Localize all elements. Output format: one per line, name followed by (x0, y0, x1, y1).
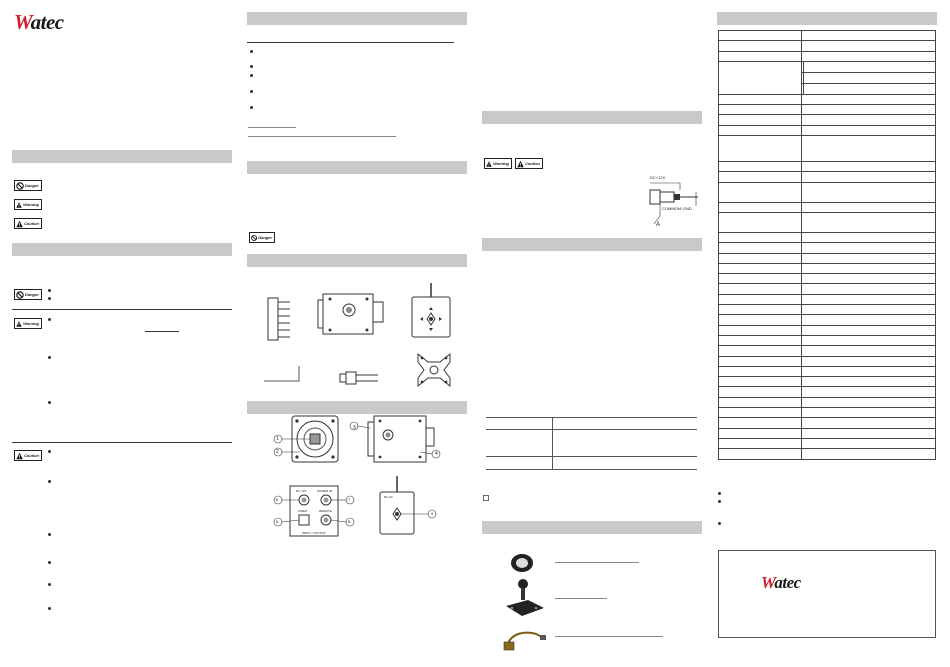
table-row (719, 284, 936, 294)
caution-badge-label: Caution (24, 453, 39, 458)
bullet (250, 90, 253, 93)
divider (12, 309, 232, 310)
camera-with-heatsink-drawing (317, 290, 389, 338)
tripod-head-drawing (502, 578, 548, 622)
table-row (719, 438, 936, 448)
callout-6: 6 (276, 519, 279, 524)
bullet (48, 401, 51, 404)
underline (555, 562, 639, 563)
table-row (719, 449, 936, 459)
camera-front-drawing (270, 414, 340, 466)
section-header-bar (482, 238, 702, 251)
bullet (48, 318, 51, 321)
prohibited-icon (16, 291, 24, 299)
remote-model-label: RC-02 (384, 495, 393, 499)
table-row (719, 41, 936, 51)
bullet (250, 106, 253, 109)
underline (248, 127, 296, 128)
lens-adapter-ring-drawing (509, 552, 535, 574)
table-row (719, 51, 936, 61)
table-row (719, 243, 936, 253)
table-row (719, 232, 936, 242)
table-row (719, 162, 936, 172)
warning-triangle-icon (16, 201, 22, 209)
pointer-label: A (656, 222, 661, 228)
section-header-bar (247, 12, 467, 25)
danger-badge-label: Danger (258, 235, 272, 240)
ground-label: COMMON/ GND (662, 206, 692, 211)
table-row (719, 418, 936, 428)
mounting-bracket-drawing (414, 352, 454, 388)
caution-badge (515, 158, 543, 169)
table-row (719, 253, 936, 263)
bullet (48, 450, 51, 453)
table-row (719, 397, 936, 407)
warning-badge (14, 318, 42, 329)
underline (555, 598, 607, 599)
prohibited-icon (251, 234, 257, 242)
table-row (719, 202, 936, 212)
rear-label-io: INPUT / OUTPUT (302, 531, 326, 535)
bullet (48, 289, 51, 292)
rear-label-power-in: POWER IN (317, 489, 333, 493)
table-row (486, 457, 697, 470)
rear-label-dc12v: DC 12V (296, 489, 307, 493)
divider (12, 442, 232, 443)
danger-badge (14, 180, 42, 191)
table-row (719, 294, 936, 304)
warning-triangle-icon (16, 220, 23, 228)
warning-triangle-icon (16, 452, 23, 460)
footer-logo: Watec (761, 573, 801, 592)
bullet (718, 500, 721, 503)
heatsink-drawing (266, 296, 292, 342)
power-plug-drawing (338, 370, 380, 386)
table-row (719, 182, 936, 202)
table-row (486, 418, 697, 430)
underline (555, 636, 663, 637)
underline (248, 136, 396, 137)
table-row (719, 366, 936, 376)
divider (247, 42, 454, 43)
bullet (718, 522, 721, 525)
danger-badge-label: Danger (25, 183, 39, 188)
camera-rear-panel-drawing (270, 484, 356, 538)
table-row (719, 325, 936, 335)
warning-badge (484, 158, 512, 169)
warning-badge-label: Warning (23, 202, 39, 207)
bullet (250, 50, 253, 53)
section-header-bar (12, 243, 232, 256)
rear-label-video: VIDEO (298, 509, 308, 513)
section-header-bar (12, 150, 232, 163)
warning-triangle-icon (16, 320, 22, 328)
bullet (250, 65, 253, 68)
bullet (48, 356, 51, 359)
callout-5: 5 (276, 497, 279, 502)
voltage-label: DC+12V (650, 175, 666, 180)
table-row (719, 94, 936, 104)
note-checkbox-icon (483, 495, 489, 501)
table-row (719, 31, 936, 41)
allen-key-drawing (262, 364, 302, 384)
table-row (486, 430, 697, 457)
bullet (48, 480, 51, 483)
bullet (48, 533, 51, 536)
danger-badge (249, 232, 275, 243)
section-header-bar (247, 254, 467, 267)
table-row (719, 335, 936, 345)
table-row (719, 315, 936, 325)
table-row (719, 263, 936, 273)
table-row (719, 115, 936, 125)
table-row (719, 274, 936, 284)
warning-badge-label: Warning (23, 321, 39, 326)
table-row (719, 305, 936, 315)
bullet (48, 297, 51, 300)
brand-logo: Watec (14, 10, 64, 34)
bullet (48, 607, 51, 610)
table-row (719, 172, 936, 182)
section-header-bar (717, 12, 937, 25)
callout-1: 1 (276, 436, 279, 442)
table-row (719, 428, 936, 438)
caution-badge (14, 218, 42, 229)
callout-7: 7 (348, 497, 351, 502)
caution-badge (14, 450, 42, 461)
warning-triangle-icon (517, 160, 524, 168)
camera-side-drawing (346, 414, 444, 466)
callout-3: 3 (353, 425, 356, 431)
table-row (719, 377, 936, 387)
callout-4: 4 (435, 451, 438, 457)
danger-badge-label: Danger (25, 292, 39, 297)
section-header-bar (247, 401, 467, 414)
cable-drawing (502, 626, 548, 652)
warning-badge (14, 199, 42, 210)
bullet (48, 583, 51, 586)
table-row (719, 408, 936, 418)
section-header-bar (482, 521, 702, 534)
table-row (719, 125, 936, 135)
table-row (719, 136, 936, 162)
bullet (718, 492, 721, 495)
table-row (719, 356, 936, 366)
caution-badge-label: Caution (24, 221, 39, 226)
remote-controller-drawing (378, 476, 440, 538)
table-row (719, 105, 936, 115)
specification-table (718, 30, 936, 460)
table-row (719, 346, 936, 356)
contact-info-box (718, 550, 936, 638)
bullet (250, 74, 253, 77)
callout-2: 2 (276, 449, 279, 455)
callout-9: 9 (431, 511, 434, 516)
rear-label-remote: REMOTE (319, 509, 332, 513)
section-header-bar (482, 111, 702, 124)
section-header-bar (247, 161, 467, 174)
danger-badge (14, 289, 42, 300)
underline (145, 331, 179, 332)
warning-triangle-icon (486, 160, 492, 168)
warning-badge-label: Warning (493, 161, 509, 166)
callout-8: 8 (348, 519, 351, 524)
table-row (719, 212, 936, 232)
settings-table (486, 417, 697, 470)
table-row (719, 387, 936, 397)
remote-controller-drawing (410, 283, 452, 339)
table-row (719, 61, 936, 72)
prohibited-icon (16, 182, 24, 190)
caution-badge-label: Caution (525, 161, 540, 166)
bullet (48, 561, 51, 564)
